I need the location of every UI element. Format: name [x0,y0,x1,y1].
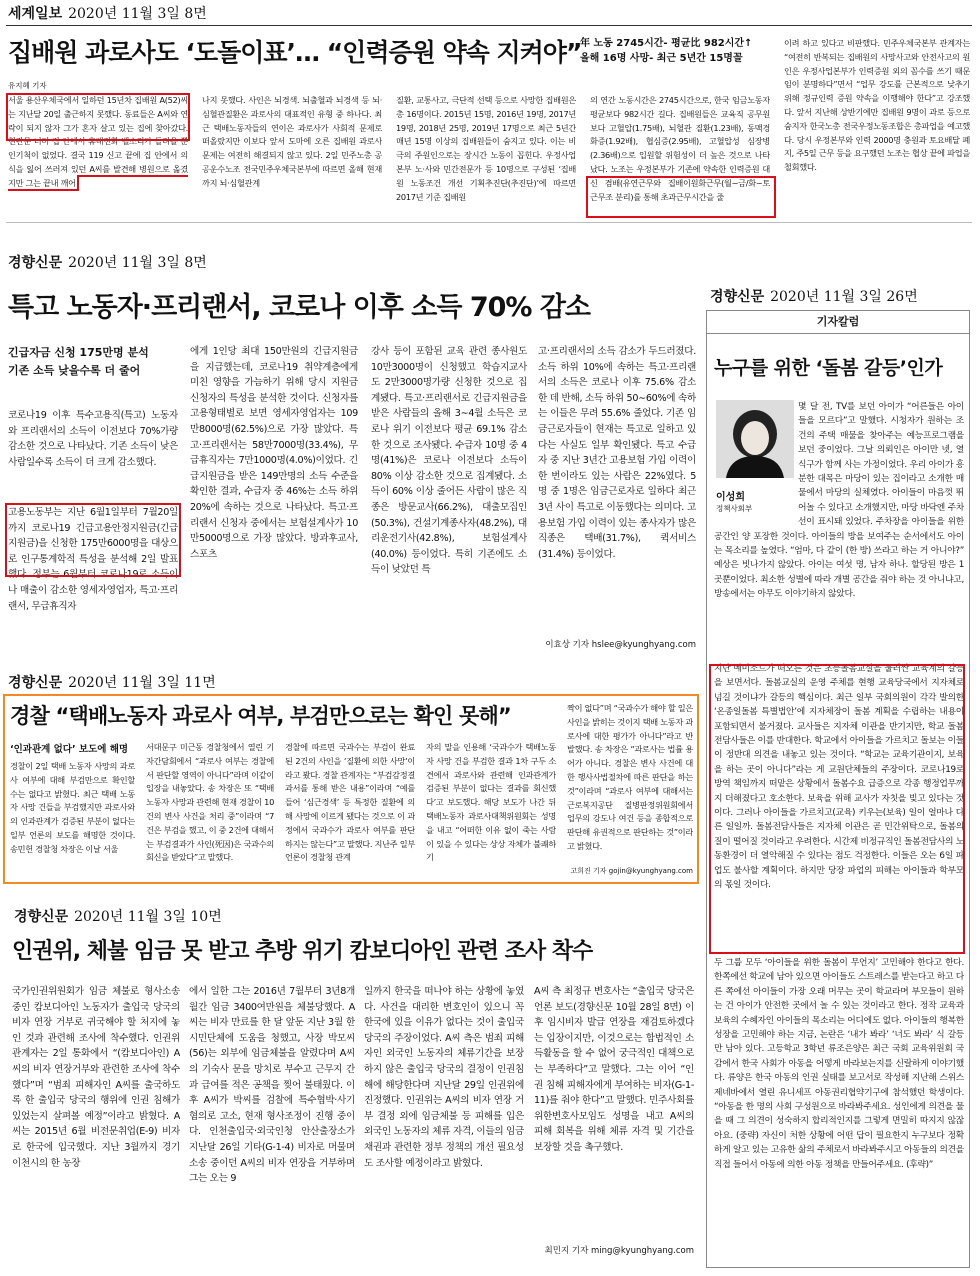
a5-col-4: A씨 측 최정규 변호사는 “출입국 당국은 언론 보도(경향신문 10월 28일 8면) 이후 임시비자 발급 연장을 재검토하겠다는 입장이지만, 이것으로는 합법적인 소득활동을 할 수 없어 궁극적인 대책으로는 부족하다”고 말했다. 그는 이어 “인권 침해 피해자에게 부여하는 비자(G-1-11)를 줘야 한다”고 말했다. 민주사회를위한변호사모임도 성명을 내고 A씨의 피해 회복을 위해 체류 자격 및 기간을 보장할 것을 촉구했다. [534,986,694,1153]
a2-col-3: 강사 등이 포함된 교육 관련 종사원도 10만3000명이 신청했고 학습지교사도 2만3000명가량 신청한 것으로 집계됐다. 특고·프리랜서로 긴급지원금을 받은 사람들의 올해 3∼4월 소득은 코로나 위기 이전보다 평균 69.1% 감소한 것으로 조사됐다. 수급자 10명 중 4명(41%)은 코로나 이전보다 소득이 80% 이상 감소한 것으로 집계됐다. 소득이 60% 이상 줄어든 사람이 많은 직종은 방문교사(66.2%), 대출모집인(50.3%), 건설기계종사자(48.2%), 대리운전기사(42.8%), 보험설계사(40.0%) 등이었다. 특히 기존에도 소득이 낮았던 특 [371,346,527,576]
a5-col-1: 국가인권위원회가 임금 체불로 형사소송 중인 캄보디아인 노동자가 출입국 당국의 비자 연장 거부로 귀국해야 할 처지에 놓인 것과 관련해 조사에 착수했다. 인권위 관계자는 2일 통화에서 “(캄보디아인) A씨의 비자 연장거부와 관련한 조사에 착수했다”며 “범죄 피해자인 A씨를 출국하도록 한 출입국 당국의 행위에 인권 침해가 있었는지 살펴볼 예정”이라고 밝혔다. A씨는 2015년 6월 비전문취업(E-9) 비자로 한국에 입국했다. 지난 3월까지 경기 이천시의 한 농장 [12,986,180,1169]
a5-date: 2020년 11월 3일 10면 [74,909,222,925]
a2-date: 2020년 11월 3일 8면 [68,255,207,271]
a1-col-1-text: 서울 용산우체국에서 일하던 15년차 집배원 A(52)씨는 지난달 20일 출근하지 못했다. 동료들은 A씨와 연락이 되지 않자 그가 혼자 살고 있는 집에 찾아갔다. 현관문 너머 집 안에서 휴대전화 벨소리가 들려올 뿐 인기척이 없었다. 결국 119 신고 끝에 집 안에서 의식을 잃어 쓰러져 있던 A씨를 발견해 병원으로 옮겼지만 그는 끝내 깨어 [8,95,188,188]
a1-paper: 세계일보 [8,6,63,22]
a1-deck [580,36,752,66]
a2-col-1b: 고용노동부는 지난 6월1일부터 7월20일까지 코로나19 긴급고용안정지원금(긴급지원금)을 신청한 175만6000명을 대상으로 인구통계학적 특성을 분석해 2일 발표했다. 정부는 6월부터 코로나19로 소득이나 매출이 감소한 영세자영업자, 특고·프리랜서, 무급휴직자 [8,507,178,612]
a1-deck-line1: 年 노동 2745시간- 평균比 982시간↑ [580,38,753,49]
a3-col-top-text: 몇 달 전, TV를 보던 아이가 “어른들은 아이들을 모르다”고 말했다. 시청자가 원하는 조건의 주택 매물을 찾아주는 예능프로그램을 보던 중이었다. 그날 의뢰인은 아이만 넷, 열 식구가 함께 사는 가정이었다. 우리 아이가 흥분한 대목은 마당이 있는 집이라고 소개한 매물에서 마당의 실체였다. 아이들이 마음껏 뛰어놀 수 있다고 소개했지만, 마당 바닥엔 주차선이 표시돼 있었다. 주차장을 아이들을 위한 공간인 양 포장한 것이다. 아이들의 방을 보여주는 순서에서도 아이는 목소리를 높였다. “엄마, 다 같이 (한 방) 쓰라고 하는 거 아니야?” 예상은 빗나가지 않았다. 아이는 여섯 명, 남자 하나. 할당된 방은 1곳뿐이었다. 최소한 성별에 따라 개별 공간을 줘야 하는 것 아니냐고, 방송에서는 아무도 이야기하지 않았다. [714,402,964,600]
a1-bottom-rule [6,222,972,223]
a2-subheads [8,344,178,380]
a1-col-3: 질환, 교통사고, 극단적 선택 등으로 사망한 집배원은 총 16명이다. 2015년 15명, 2016년 19명, 2017년 19명, 2018년 25명, 2019년 17명으로 최근 5년간 매년 15명 이상의 집배원들이 숨지고 있다. 이는 비극의 주원인으로는 장시간 노동이 꼽힌다. 우정사업본부 노·사와 민간전문가 등 10명으로 구성된 ‘집배원 노동조건 개선 기획추진단(추진단)’에 따르면 2017년 기준 집배원 [396,95,576,202]
a3-column-label: 기자칼럼 [706,310,970,334]
a2-col-2: 에게 1인당 최대 150만원의 긴급지원금을 지급했는데, 코로나19 취약계층에게 미친 영향을 가늠하기 위해 당시 지원금 신청자의 특성을 분석한 것이다. 신청자를 고용형태별로 보면 영세자영업자는 109만8000명(62.5%)으로 가장 많았다. 특고·프리랜서는 58만7000명(33.4%), 무급휴직자는 7만1000명(4.0%)이었다. 긴급지원금을 받은 149만명의 소득 수준을 확인한 결과, 수급자 중 46%는 소득 하위 20%에 속하는 것으로 나타났다. 특고·프리랜서 신청자 중에서는 보험설계사가 10만5000명으로 가장 많았다. 방과후교사, 스포츠 [190,346,358,560]
a1-byline: 유지혜 기자 [8,81,47,90]
a1-col-2: 나지 못했다. 사인은 뇌경색. 뇌출혈과 뇌경색 등 뇌·심혈관질환은 과로사의 대표적인 유형 중 하나다. 최근 택배노동자들의 연이은 과로사가 사회적 문제로 떠올랐지만 이보다 앞서 도마에 오른 집배원 과로사 문제는 여전히 해결되지 않고 있다. 2일 민주노총 공공운수노조 전국민주우체국본부에 따르면 올해 현재까지 뇌·심혈관계 [202,95,382,188]
a4-subhead: ‘인과관계 없다’ 보도에 해명 [10,744,129,755]
a4-col-5: 짝이 없다”며 “국과수가 해야 할 일은 사인을 밝히는 것이지 택배 노동자 과로사에 대한 평가가 아니다”라고 반발했다. 송 차장은 “과로사는 법률 용어가 아니다. 경찰은 변사 사건에 대한 행사사법절차에 따른 판단을 하는 것”이라며 “과로사 여부에 대해서는 근로복지공단 질병판정위원회에서 업무의 강도나 여건 등을 종합적으로 판단해 유권적으로 판단하는 것”이라고 밝혔다. [567,703,693,851]
a1-top-rule [6,25,972,26]
a3-paper: 경향신문 [710,289,765,305]
a3-col-mid: 지난 예미소드가 떠오른 것은 초등돌봄교실을 둘러싼 교육계의 갈등을 보면서다. 돌봄교실의 운영 주체를 현행 교육당국에서 지자체로 넘길 것이냐가 갈등의 핵심이다. 최근 일부 국회의원이 각각 발의한 ‘온종일돌봄 특별법안’에 지자체장이 돌봄 계획을 수립하는 내용이 포함되면서 불거졌다. 교사들은 지자체 이관을 반기지만, 학교 돌봄전담사들은 이를 반대한다. 학교에서 아이들을 가르치고 돌보는 이들이 정반대 의견을 내놓고 있는 것이다. “학교는 교육기관이지, 보육을 하는 곳이 아니다”라는 게 교원단체들의 주장이다. 코로나19로 방역 책임까지 떠맡은 상황에서 돌봄수요 급증으로 각종 행정업무까지 더해졌다고 호소한다. 보육을 위해 교사가 자칫을 빚고 있다는 것이다. 그러나 아이들을 가르치고(교육) 키우는(보육) 일이 얼마나 다른 일일까. 돌봄전담사들은 지자체 이관은 곧 민간위탁으로, 돌봄의 질이 떨어질 것이라고 우려한다. 시간제 비정규직인 돌봄전담사의 노동환경이 더 열악해질 수 있다는 점도 걱정한다. 이들은 오는 6일 파업도 불사할 계획이다. 하지만 당장 파업의 피해는 아이들과 학부모의 몫일 것이다. [714,664,964,891]
a4-byline: 고희진 기자 gojin@kyunghyang.com [570,867,693,875]
a1-masthead [8,3,207,23]
a4-col-2: 서대문구 미근동 경찰청에서 열린 기자간담회에서 “과로사 여부는 경찰에서 판단할 영역이 아니다”라며 이같이 입장을 내놓았다. 송 차장은 또 “택배 노동자 사망과 관련해 현재 경찰이 10건의 변사 사건을 처리 중”이라며 “7건은 부검을 했고, 이 중 2건에 대해서는 부검결과가 사인(死因)은 국과수의 회신을 받았다”고 말했다. [146,742,274,863]
a3-masthead [710,286,918,306]
a2-subhead-2: 기존 소득 낮을수록 더 줄어 [8,364,141,377]
a4-col-3: 경찰에 따르면 국과수는 부검이 완료된 2건의 사인을 ‘질환에 의한 사망’이라고 봤다. 경찰 관계자는 “부검감정결과서를 통해 받은 내용”이라며 “예를 들어 ‘심근경색’ 등 특정한 질환에 의해 사망에 이르게 됐다는 것으로 이 과정에서 국과수가 과로사 여부를 판단하지는 않는다”고 말했다. 지난주 일부 언론이 경찰청 관계 [285,742,415,863]
a5-col-2: 에서 일한 그는 2016년 7월부터 3년8개월간 임금 3400여만원을 체불당했다. A씨는 비자 만료를 한 달 앞둔 지난 3월 한 시민단체에 도움을 청했고, 사장 박모씨(56)는 외부에 임금체불을 알렸다며 A씨의 기숙사 문을 망치로 부수고 근무지 간과 급여를 적은 공책을 찢어 불태웠다. 이후 A씨가 박씨를 검찰에 특수협박·사기 혐의로 고소, 현재 형사조정이 진행 중이다. 인천출입국·외국인청 안산출장소가 지난달 26일 기타(G-1-4) 비자로 머물며 소송 중이던 A씨의 비자 연장을 거부하며 그는 오는 9 [189,986,355,1185]
a2-col-4: 고·프리랜서의 소득 감소가 두드러졌다. 소득 하위 10%에 속하는 특고·프리랜서의 소득은 코로나 이후 75.6% 감소한 데 반해, 소득 하위 50∼60%에 속하는 이들은 무려 55.6% 줄었다. 기존 임금근로자들이 현재는 특고로 일하고 있다는 사실도 일부 확인됐다. 특고 수급자 중 지난 3년간 고용보험 가입 이력이 한 번이라도 있는 사람은 22%였다. 5명 중 1명은 임금근로자로 일하다 최근 3년 사이 특고로 이동했다는 의미다. 고용보험 가입 이력이 있는 종사자가 많은 직종은 택배(31.7%), 퀵서비스(31.4%) 등이었다. [538,346,696,560]
a5-paper: 경향신문 [14,909,69,925]
a4-col-1: 경찰이 2일 택배 노동자 사망의 과로사 여부에 대해 부검만으로 확인할 수는 없다고 밝혔다. 최근 택배 노동자 사망 건들을 부검했지만 과로사와의 인과관계가 검증된 부분이 없다는 일부 언론의 보도를 해명한 것이다. 송민헌 경찰청 차장은 이날 서울 [10,761,135,854]
a1-col-5: 이려 하고 있다고 비판했다. 민주우체국본부 관계자는 “여전히 반복되는 집배원의 사망사고와 안전사고의 원인은 우정사업본부가 인력증원 외의 꼼수를 쓰기 때문임이 분명하다”면서 “업무 강도를 근본적으로 낮추기 위해 정규인력 증원 약속을 이행해야 한다”고 강조했다. 앞서 지난해 상반기에만 집배원 9명이 과로 등으로 숨지자 한국노총 전국우정노동조합은 총파업을 예고했다. 당시 우정본부와 인력 2000명 충원과 토요배달 폐지, 주5일 근무 등을 요구했던 노조는 협상 끝에 파업을 철회했다. [784,38,970,173]
a4-paper: 경향신문 [8,675,63,691]
a3-photo-spacer [714,400,798,520]
a5-headline: 인권위, 체불 임금 못 받고 추방 위기 캄보디아인 관련 조사 착수 [12,939,593,964]
a4-masthead [8,672,216,692]
a5-byline: 최민지 기자 ming@kyunghyang.com [544,1246,694,1256]
a3-highlight-box [709,664,965,954]
a2-col-1a: 코로나19 이후 특수고용직(특고) 노동자와 프리랜서의 소득이 이전보다 70%가량 감소한 것으로 나타났다. 기존 소득이 낮은 사람일수록 소득이 더 크게 감소했다. [8,410,178,468]
a2-highlight-box [5,503,181,577]
a3-col-bottom: 두 그룹 모두 ‘아이들을 위한 돌봄이 무언지’ 고민해야 한다고 한다. 한쪽에선 학교에 남아 있으면 아이들도 스트레스를 받는다고 하고 다른 쪽에선 아이들이 가장 오래 머무는 곳이 학교라며 부모들이 원하는 건 아이가 안전한 곳에서 놀 수 있는 것이라고 한다. 정작 교육과 보육의 수혜자인 아이들의 목소리는 어디에도 없다. 아이들의 행복한 성장을 고민해야 하는 지금, 논란은 ‘내가 봐라’ ‘너도 봐라’ 식 갈등만 남아 있다. 고등학교 3학년 류조은양은 최근 국회 교육위원회 국감에서 한국 사회가 아동을 어떻게 바라보는지를 신랄하게 이야기했다. 류양은 한국 아동의 인권 실태를 보고서로 작성해 지난해 스위스 제네바에서 열린 유니세프 아동권리협약기구에 참석했던 학생이다. “아동을 한 명의 사회 구성원으로 바라봐주세요. 성인에게 의견을 물을 때 그 의견이 성숙하지 합리적인지를 그렇게 면밀히 따지지 않잖아요. (중략) 자신이 처한 상황에 어떤 답이 필요한지 누구보다 정확하게 알고 있는 고유한 삶의 주체로서 바라봐주시고 아동들의 의견을 직접 들어서 아동에 의한 아동 정책을 만들어주세요. (후략)” [714,958,964,1170]
a2-byline: 이효상 기자 hslee@kyunghyang.com [545,640,696,650]
a2-subhead-1: 긴급자금 신청 175만명 분석 [8,346,149,359]
a3-date: 2020년 11월 3일 26면 [770,289,918,305]
a1-date: 2020년 11월 3일 8면 [68,6,207,22]
a1-deck-line2: 올해 16명 사망- 최근 5년간 15명꼴 [580,53,743,64]
a3-col-top [714,400,964,658]
a5-col-3: 일까지 한국을 떠나야 하는 상황에 놓였다. 사건을 대리한 변호인이 있으니 꼭 한국에 있을 이유가 없다는 것이 출입국 당국의 주장이었다. A씨 측은 범죄 피해자인 외국인 노동자의 체류기간을 보장하지 않은 출입국 당국의 결정이 인권침해에 해당한다며 지난달 29일 인권위에 진정했다. 인권위는 A씨의 비자 연장 거부 결정 외에 임금체불 등 피해를 입은 외국인 노동자의 체류 자격, 이들의 임금 채권과 관련한 정부 정책의 개선 필요성도 조사할 예정이라고 밝혔다. [364,986,524,1169]
a1-highlight-box [6,93,190,141]
a3-author-name: 이성희 [716,492,745,503]
a2-paper: 경향신문 [8,255,63,271]
a3-headline: 누구를 위한 ‘돌봄 갈등’인가 [714,357,943,379]
a1-headline: 집배원 과로사도 ‘도돌이표’… “인력증원 약속 지켜야” [8,38,582,67]
a4-date: 2020년 11월 3일 11면 [68,675,216,691]
a2-headline: 특고 노동자·프리랜서, 코로나 이후 소득 70% 감소 [8,292,591,323]
a1-col-4: 의 연간 노동시간은 2745시간으로, 한국 임금노동자 평균보다 982시간 길다. 집배원들은 교육직 공무원보다 고혈압(1.75배), 뇌혈관 질환(1.23배), 동맥경화증(1.92배), 협심증(2.95배), 고혈압성 심장병(2.36배)으로 입원할 위험성이 더 높은 것으로 나타났다. 노조는 우정본부가 기존에 약속한 인력증원 대신 겸배(유연근무와 집배이원화근무(월∼금/화∼토 근무조 분리)를 통해 초과근무시간을 줄 [590,95,770,202]
a2-masthead [8,252,207,272]
a3-author-title: 정책사회부 [716,504,753,513]
a1-highlight-box-2 [586,176,776,218]
a4-headline: 경찰 “택배노동자 과로사 여부, 부검만으로는 확인 못해” [10,704,511,728]
a5-masthead [14,906,222,926]
a4-col-4: 자의 말을 인용해 ‘국과수가 택배노동자 사망 건을 부검한 결과 1차 구두 소견에서 과로사와 관련해 인과관계가 검증된 부분이 없다는 결과를 회신했다’고 보도했다. 해당 보도가 나간 뒤 택배노동자 과로사대책위원회는 성명을 내고 “어떠한 이유 없이 죽는 사람이 있을 수 있다는 상상 자체가 불쾌하기 [426,742,556,863]
